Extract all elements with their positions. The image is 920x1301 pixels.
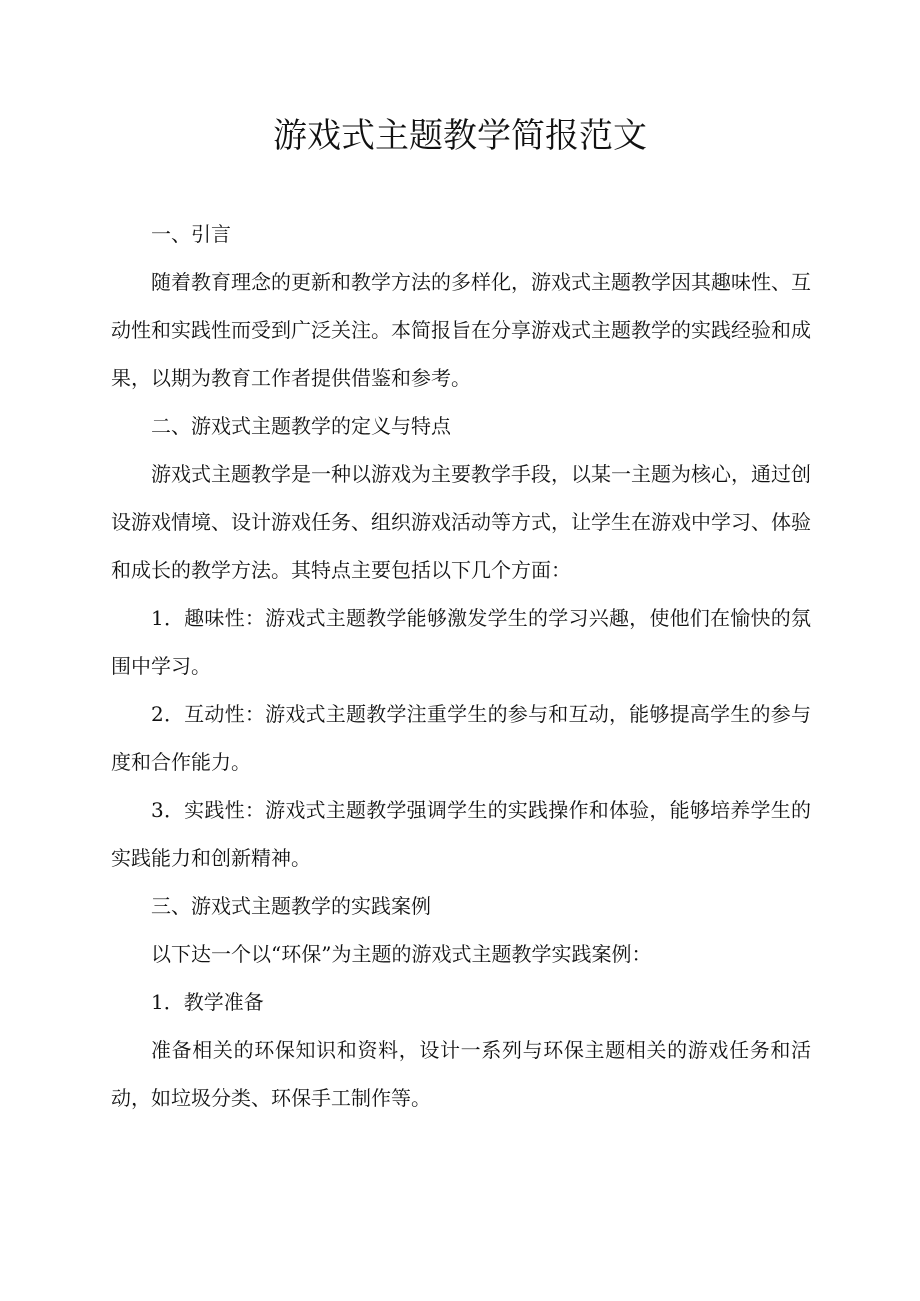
subheading-preparation: 1．教学准备: [151, 990, 264, 1014]
paragraph-preparation: 准备相关的环保知识和资料，设计一系列与环保主题相关的游戏任务和活动，如垃圾分类、环保手工制作等。: [111, 1038, 811, 1110]
section-heading-intro: 一、引言: [151, 222, 231, 246]
section-heading-definition: 二、游戏式主题教学的定义与特点: [151, 414, 451, 438]
section-heading-case: 三、游戏式主题教学的实践案例: [151, 894, 431, 918]
paragraph-intro: 随着教育理念的更新和教学方法的多样化，游戏式主题教学因其趣味性、互动性和实践性而受到广泛关注。本简报旨在分享游戏式主题教学的实践经验和成果，以期为教育工作者提供借鉴和参考。: [111, 270, 811, 390]
document-title: 游戏式主题教学简报范文: [273, 116, 647, 156]
document-body: [111, 210, 811, 1122]
paragraph-case-intro: 以下达一个以“环保”为主题的游戏式主题教学实践案例：: [151, 942, 652, 966]
feature-item-interactive: 2．互动性：游戏式主题教学注重学生的参与和互动，能够提高学生的参与度和合作能力。: [111, 702, 811, 774]
feature-item-practical: 3．实践性：游戏式主题教学强调学生的实践操作和体验，能够培养学生的实践能力和创新精神。: [111, 798, 811, 870]
paragraph-definition: 游戏式主题教学是一种以游戏为主要教学手段，以某一主题为核心，通过创设游戏情境、设计游戏任务、组织游戏活动等方式，让学生在游戏中学习、体验和成长的教学方法。其特点主要包括以下几个方面：: [111, 462, 811, 582]
feature-item-fun: 1．趣味性：游戏式主题教学能够激发学生的学习兴趣，使他们在愉快的氛围中学习。: [111, 606, 811, 678]
